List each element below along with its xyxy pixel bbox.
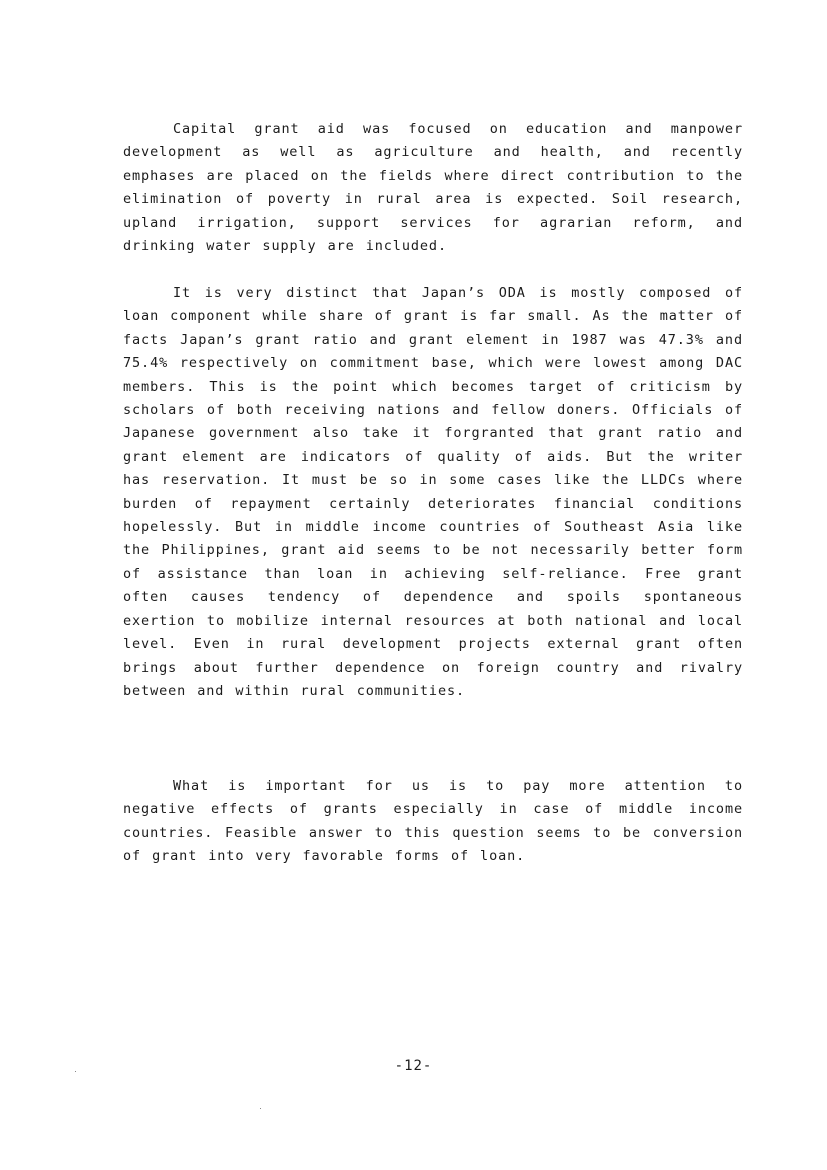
body-text: [123, 118, 743, 258]
body-text: [123, 775, 743, 869]
scan-speck: [75, 1071, 76, 1072]
body-text: [123, 282, 743, 703]
scan-speck: [260, 1108, 261, 1109]
paragraph-negative-effects-of-grants: What is important for us is to pay more attention to negative effects of grants especially in case of middle income countries. Feasible answer to this question seems to be conversion of grant into very favorable forms of loan.: [123, 778, 743, 865]
paragraph-capital-grant-aid: Capital grant aid was focused on education and manpower development as well as agriculture and health, and recently emphases are placed on the fields where direct contribution to the elimination of poverty in rural area is expected. Soil research, upland irrigation, support services for agrarian reform, and drinking water supply are included.: [123, 121, 743, 255]
page-number: -12-: [394, 1058, 433, 1074]
paragraph-japan-oda-composition: It is very distinct that Japan’s ODA is mostly composed of loan component while share of grant is far small. As the matter of facts Japan’s grant ratio and grant element in 1987 was 47.3% and 75.4% respectively on commitment base, which were lowest among DAC members. This is the point which becomes target of criticism by scholars of both receiving nations and fellow doners. Officials of Japanese government also take it forgranted that grant ratio and grant element are indicators of quality of aids. But the writer has reservation. It must be so in some cases like the LLDCs where burden of repayment certainly deteriorates financial conditions hopelessly. But in middle income countries of Southeast Asia like the Philippines, grant aid seems to be not necessarily better form of assistance than loan in achieving self-reliance. Free grant often causes tendency of dependence and spoils spontaneous exertion to mobilize internal resources at both national and local level. Even in rural development projects external grant often brings about further dependence on foreign country and rivalry between and within rural communities.: [123, 285, 743, 699]
